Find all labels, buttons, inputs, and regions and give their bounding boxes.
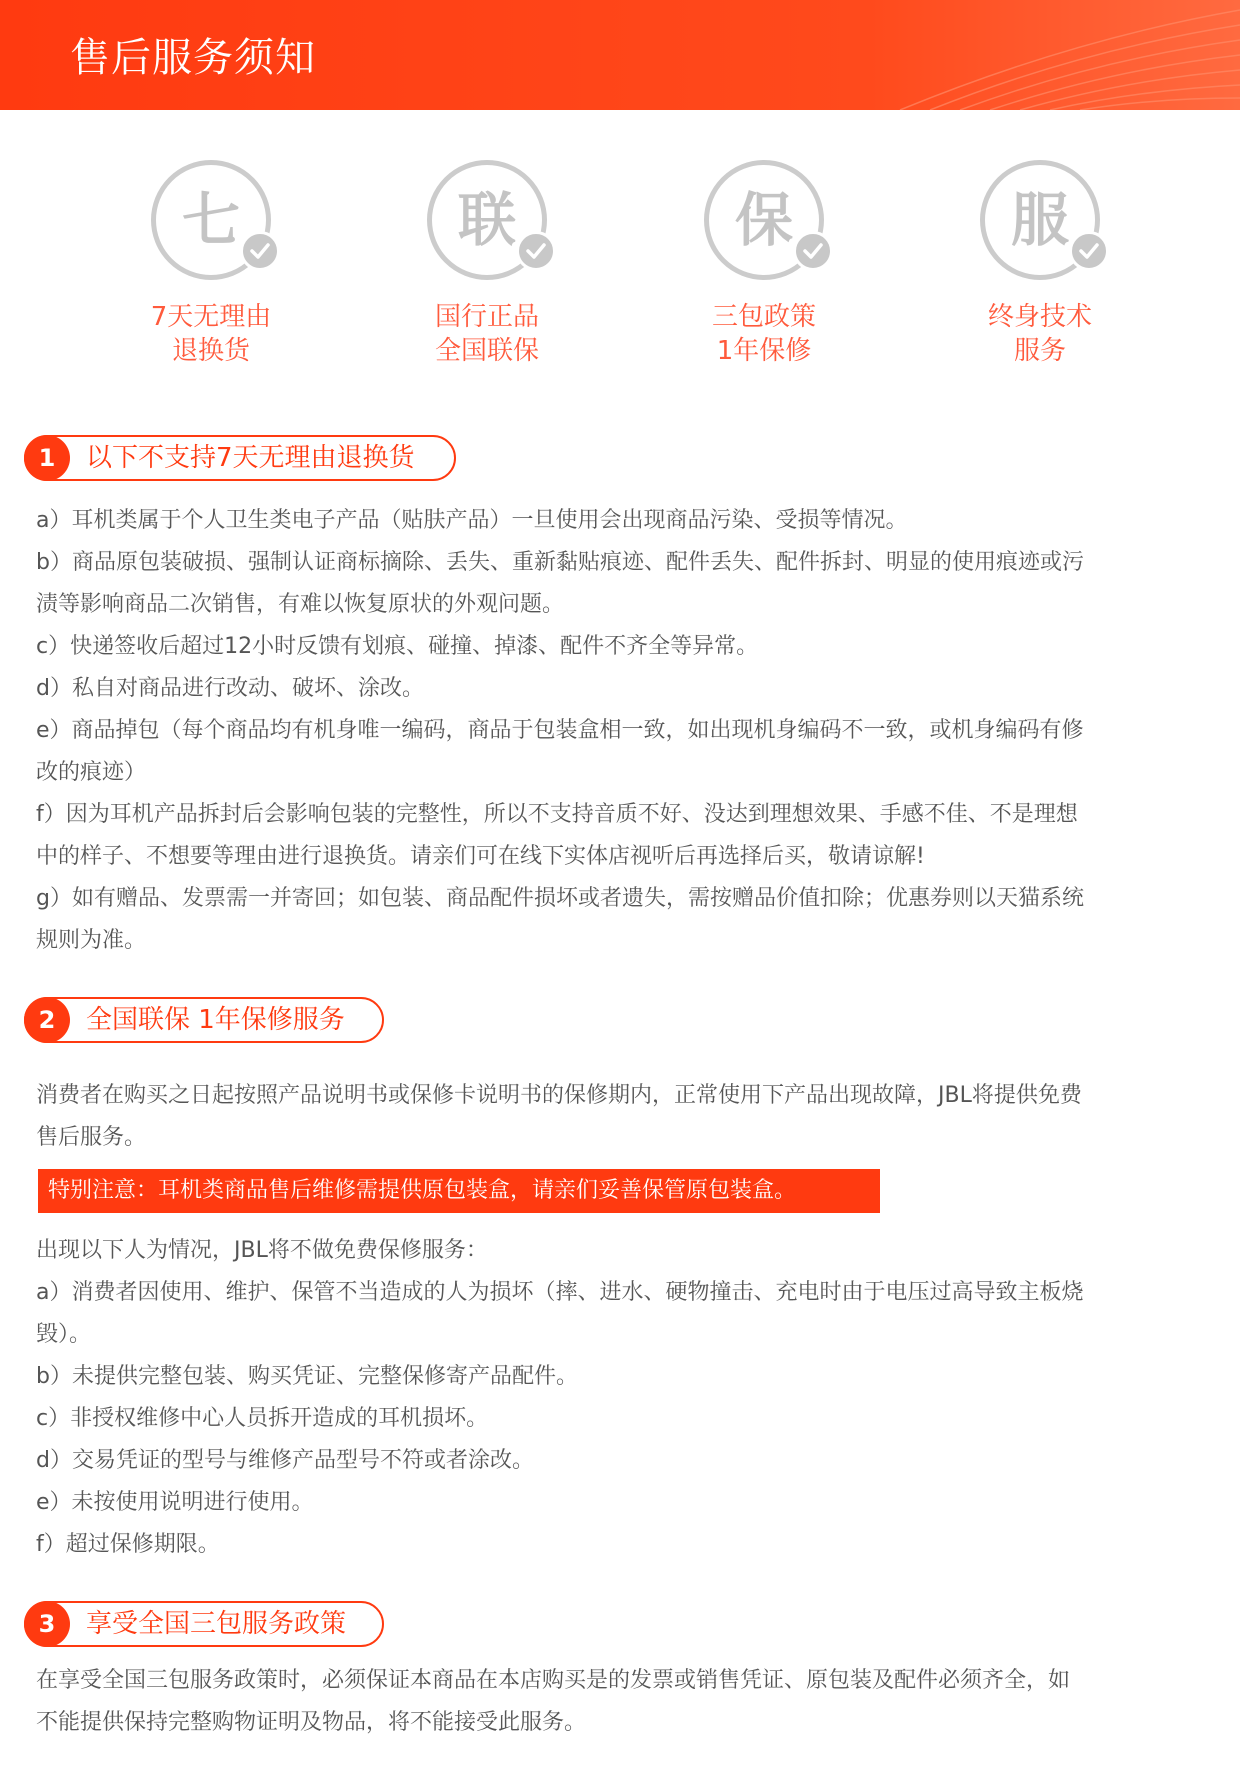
header-banner [0,0,1240,110]
section-3-body [36,1660,1216,1744]
header-decoration [820,0,1240,110]
section-number: 1 [24,435,70,481]
bao-icon: 保 [704,160,824,280]
section-2-heading [24,997,384,1043]
feature-three-guarantees [664,160,864,368]
section-title: 全国联保 1年保修服务 [86,1005,345,1035]
list-item: c）快递签收后超过12小时反馈有划痕、碰撞、掉漆、配件不齐全等异常。 [36,634,759,659]
feature-warranty-nationwide [387,160,587,368]
section-2-intro: 消费者在购买之日起按照产品说明书或保修卡说明书的保修期内，正常使用下产品出现故障，JBL将提供免费 售后服务。 [36,1083,1082,1150]
feature-seven-day [111,160,311,368]
page-title: 售后服务须知 [70,35,316,81]
feature-icons [0,160,1240,390]
feature-caption: 终身技术 服务 [987,302,1092,366]
list-item: 改的痕迹） [36,760,147,785]
list-item: g）如有赠品、发票需一并寄回；如包装、商品配件损坏或者遗失，需按赠品价值扣除；优惠券则以天猫系统 [36,886,1084,911]
list-item: 在享受全国三包服务政策时，必须保证本商品在本店购买是的发票或销售凭证、原包装及配件必须齐全，如 [36,1668,1071,1693]
list-item: f）因为耳机产品拆封后会影响包装的完整性，所以不支持音质不好、没达到理想效果、手感不佳、不是理想 [36,802,1078,827]
feature-caption: 国行正品 全国联保 [434,302,539,366]
list-item: c）非授权维修中心人员拆开造成的耳机损坏。 [36,1406,489,1431]
list-item: 不能提供保持完整购物证明及物品，将不能接受此服务。 [36,1710,587,1735]
seven-day-icon: 七 [151,160,271,280]
section-number: 3 [24,1601,70,1647]
check-icon [240,231,280,271]
list-item: d）私自对商品进行改动、破坏、涂改。 [36,676,424,701]
list-item: d）交易凭证的型号与维修产品型号不符或者涂改。 [36,1448,534,1473]
special-note-banner: 特别注意：耳机类商品售后维修需提供原包装盒，请亲们妥善保管原包装盒。 [38,1169,880,1213]
check-icon [793,231,833,271]
section-1-heading [24,435,456,481]
check-icon [1069,231,1109,271]
list-item: b）未提供完整包装、购买凭证、完整保修寄产品配件。 [36,1364,578,1389]
feature-caption: 三包政策 1年保修 [711,302,816,366]
check-icon [516,231,556,271]
section-1-body [36,500,1216,962]
section-title: 以下不支持7天无理由退换货 [86,443,415,473]
fu-icon: 服 [980,160,1100,280]
list-item: e）商品掉包（每个商品均有机身唯一编码，商品于包装盒相一致，如出现机身编码不一致，或机身编码有修 [36,718,1084,743]
list-item: a）耳机类属于个人卫生类电子产品（贴肤产品）一旦使用会出现商品污染、受损等情况。 [36,508,908,533]
section-number: 2 [24,997,70,1043]
list-item: 渍等影响商品二次销售，有难以恢复原状的外观问题。 [36,592,565,617]
list-item: f）超过保修期限。 [36,1532,220,1557]
list-item: 毁）。 [36,1322,92,1347]
list-item: a）消费者因使用、维护、保管不当造成的人为损坏（摔、进水、硬物撞击、充电时由于电压过高导致主板烧 [36,1280,1084,1305]
list-item: e）未按使用说明进行使用。 [36,1490,314,1515]
section-3-heading [24,1601,384,1647]
section-title: 享受全国三包服务政策 [86,1609,347,1639]
feature-caption: 7天无理由 退换货 [150,302,272,366]
lian-icon: 联 [427,160,547,280]
section-2-body [36,1230,1216,1566]
list-item: b）商品原包装破损、强制认证商标摘除、丢失、重新黏贴痕迹、配件丢失、配件拆封、明显的使用痕迹或污 [36,550,1084,575]
list-item: 出现以下人为情况，JBL将不做免费保修服务： [36,1238,488,1263]
list-item: 规则为准。 [36,928,147,953]
feature-lifetime-support [940,160,1140,368]
list-item: 中的样子、不想要等理由进行退换货。请亲们可在线下实体店视听后再选择后买，敬请谅解! [36,844,925,869]
